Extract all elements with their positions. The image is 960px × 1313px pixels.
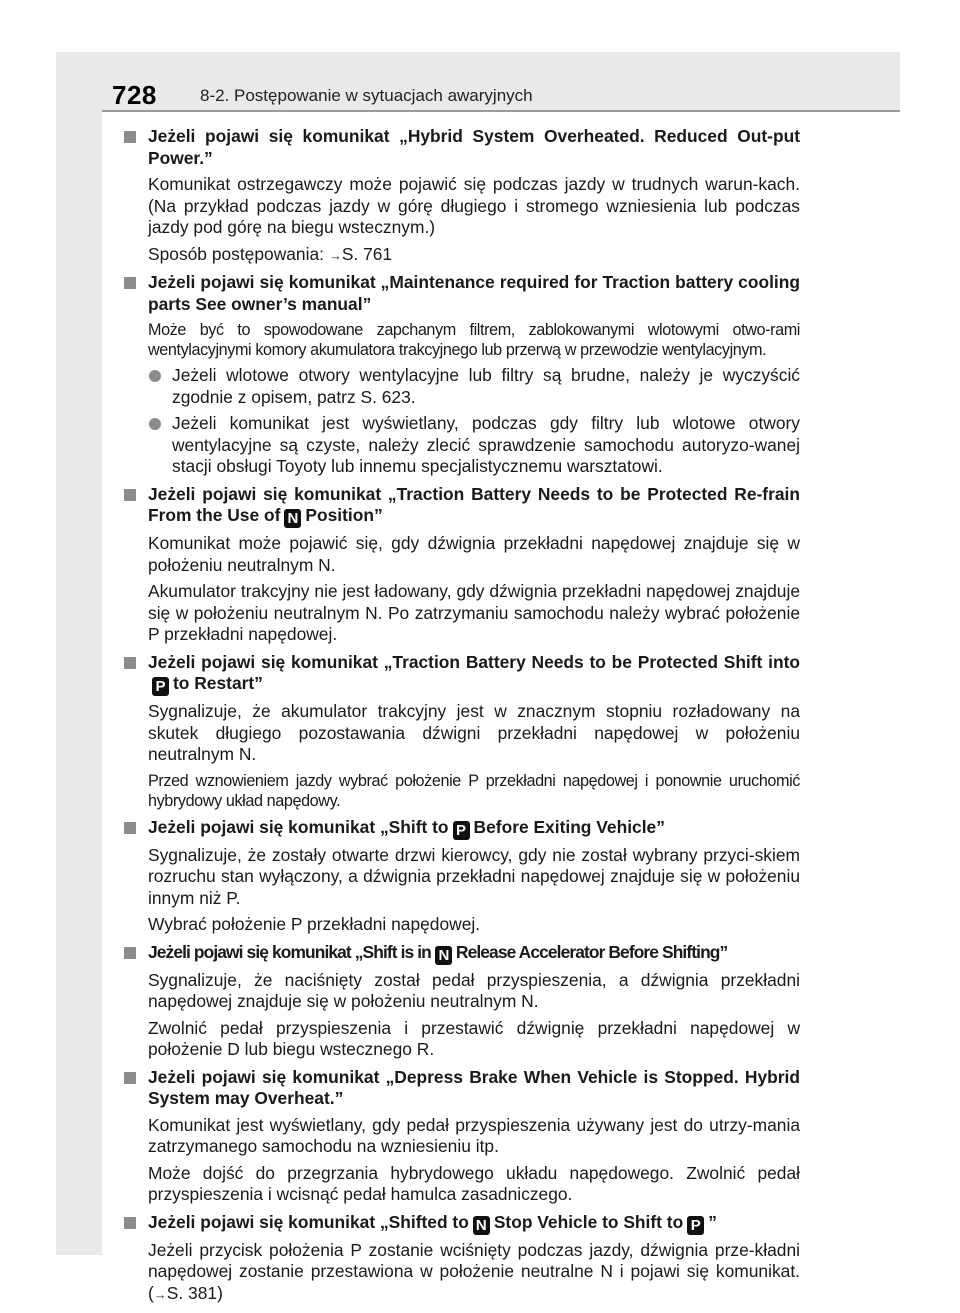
paragraph-reference (148, 244, 800, 267)
section-heading: Jeżeli pojawi się komunikat „Depress Brake When Vehicle is Stopped. Hybrid System may Overheat.” (148, 1066, 800, 1108)
heading-text: Position” (305, 505, 383, 525)
gear-p-icon: P (152, 677, 169, 696)
section-heading: Jeżeli pojawi się komunikat „Hybrid System Overheated. Reduced Out-put Power.” (148, 126, 800, 168)
gear-n-icon: N (473, 1216, 490, 1235)
heading-text: Jeżeli pojawi się komunikat „Shift to (148, 816, 449, 837)
circle-bullet-icon (149, 370, 161, 382)
page-number: 728 (112, 80, 157, 110)
list-item (148, 413, 800, 478)
square-bullet-icon (124, 277, 136, 289)
paragraph: Może być to spowodowane zapchanym filtrem, zablokowanymi wlotowymi otwo-rami wentylacyjnymi komory akumulatora trakcyjnego lub przerwą w przewodzie wentylacyjnym. (148, 321, 800, 359)
heading-text: to Restart” (173, 673, 263, 693)
heading-text: Before Exiting Vehicle” (473, 816, 665, 837)
page-reference: S. 381) (166, 1282, 223, 1303)
paragraph: Może dojść do przegrzania hybrydowego układu napędowego. Zwolnić pedał przyspieszenia i wcisnąć pedał hamulca zasadniczego. (148, 1162, 800, 1204)
reference-label: Sposób postępowania: (148, 243, 329, 264)
heading-text: Jeżeli pojawi się komunikat „Traction Battery Needs to be Protected Shift into (148, 651, 800, 672)
list-item-text: Jeżeli wlotowe otwory wentylacyjne lub filtry są brudne, należy je wyczyścić zgodnie z opisem, patrz S. 623. (172, 365, 800, 407)
paragraph: Komunikat ostrzegawczy może pojawić się podczas jazdy w trudnych warun-kach. (Na przykład podczas jazdy w górę długiego i stromego wzniesienia lub podczas jazdy pod górę na biegu wstecznym.) (148, 174, 800, 237)
paragraph: Sygnalizuje, że akumulator trakcyjny jest w znacznym stopniu rozładowany na skutek długiego pozostawania dźwigni przekładni napędowej w położeniu neutralnym N. (148, 701, 800, 764)
square-bullet-icon (124, 1072, 136, 1084)
heading-text: Jeżeli pojawi się komunikat „Traction Battery Needs to be Protected Re-frain From the Use of (148, 483, 800, 525)
square-bullet-icon (124, 822, 136, 834)
paragraph: Zwolnić pedał przyspieszenia i przestawić dźwignię przekładni napędowej w położenie D lub biegu wstecznego R. (148, 1017, 800, 1059)
section-hybrid-overheated (122, 126, 800, 266)
paragraph: Komunikat jest wyświetlany, gdy pedał przyspieszenia używany jest do utrzy-mania zatrzymanego samochodu na wzniesieniu itp. (148, 1114, 800, 1156)
heading-text: Jeżeli pojawi się komunikat „Shifted to (148, 1211, 469, 1232)
paragraph: Sygnalizuje, że naciśnięty został pedał przyspieszenia, a dźwignia przekładni napędowej znajduje się w położeniu neutralnym N. (148, 969, 800, 1011)
section-heading (148, 652, 800, 697)
list-item (148, 365, 800, 408)
list-item-text: Jeżeli komunikat jest wyświetlany, podczas gdy filtry lub wlotowe otwory wentylacyjne są czyste, należy zlecić sprawdzenie samochodu autoryzo-wanej stacji obsługi Toyoty lub innemu specjalistycznemu warsztatowi. (172, 413, 800, 476)
section-heading (148, 817, 800, 840)
square-bullet-icon (124, 489, 136, 501)
square-bullet-icon (124, 657, 136, 669)
arrow-right-icon: → (153, 1286, 167, 1302)
section-heading (148, 484, 800, 529)
section-heading (148, 942, 800, 965)
section-release-accelerator (122, 942, 800, 1061)
square-bullet-icon (124, 947, 136, 959)
heading-text: ” (708, 1211, 717, 1232)
page-reference: S. 761 (341, 243, 393, 264)
section-heading (148, 1212, 800, 1235)
section-heading: Jeżeli pojawi się komunikat „Maintenance required for Traction battery cooling parts See owner’s manual” (148, 272, 800, 314)
gear-p-icon: P (687, 1216, 704, 1235)
square-bullet-icon (124, 131, 136, 143)
heading-text: Stop Vehicle to Shift to (493, 1211, 684, 1232)
paragraph-text: Jeżeli przycisk położenia P zostanie wciśnięty podczas jazdy, dźwignia prze-kładni napędowej zostanie przestawiona w położenie neutralne N i pojawi się komunikat. ( (148, 1239, 800, 1303)
page-content (122, 126, 800, 1311)
chapter-title: 8-2. Postępowanie w sytuacjach awaryjnych (200, 86, 533, 105)
section-depress-brake (122, 1067, 800, 1206)
section-shifted-to-neutral (122, 1212, 800, 1306)
paragraph: Przed wznowieniem jazdy wybrać położenie P przekładni napędowej i ponownie uruchomić hybrydowy układ napędowy. (148, 771, 800, 810)
gear-n-icon: N (435, 946, 452, 965)
heading-text: Release Accelerator Before Shifting” (455, 941, 728, 962)
heading-text: Jeżeli pojawi się komunikat „Shift is in (148, 941, 431, 962)
section-battery-protect-neutral (122, 484, 800, 646)
section-shift-before-exiting (122, 817, 800, 936)
square-bullet-icon (124, 1217, 136, 1229)
paragraph: Sygnalizuje, że zostały otwarte drzwi kierowcy, gdy nie został wybrany przyci-skiem rozruchu stan wyłączony, a dźwignia przekładni napędowej znajduje się w położeniu innym niż P. (148, 844, 800, 908)
circle-bullet-icon (149, 418, 161, 430)
section-battery-protect-restart (122, 652, 800, 811)
gear-n-icon: N (284, 509, 301, 528)
gear-p-icon: P (453, 821, 470, 840)
section-traction-battery-cooling (122, 272, 800, 478)
paragraph: Komunikat może pojawić się, gdy dźwignia przekładni napędowej znajduje się w położeniu neutralnym N. (148, 533, 800, 575)
paragraph: Wybrać położenie P przekładni napędowej. (148, 914, 481, 934)
page-side-tab (56, 52, 102, 1255)
paragraph-reference (148, 1240, 800, 1306)
paragraph: Akumulator trakcyjny nie jest ładowany, gdy dźwignia przekładni napędowej znajduje się w położeniu neutralnym N. Po zatrzymaniu samochodu należy wybrać położenie P przekładni napędowej. (148, 581, 800, 644)
arrow-right-icon: → (328, 247, 342, 263)
